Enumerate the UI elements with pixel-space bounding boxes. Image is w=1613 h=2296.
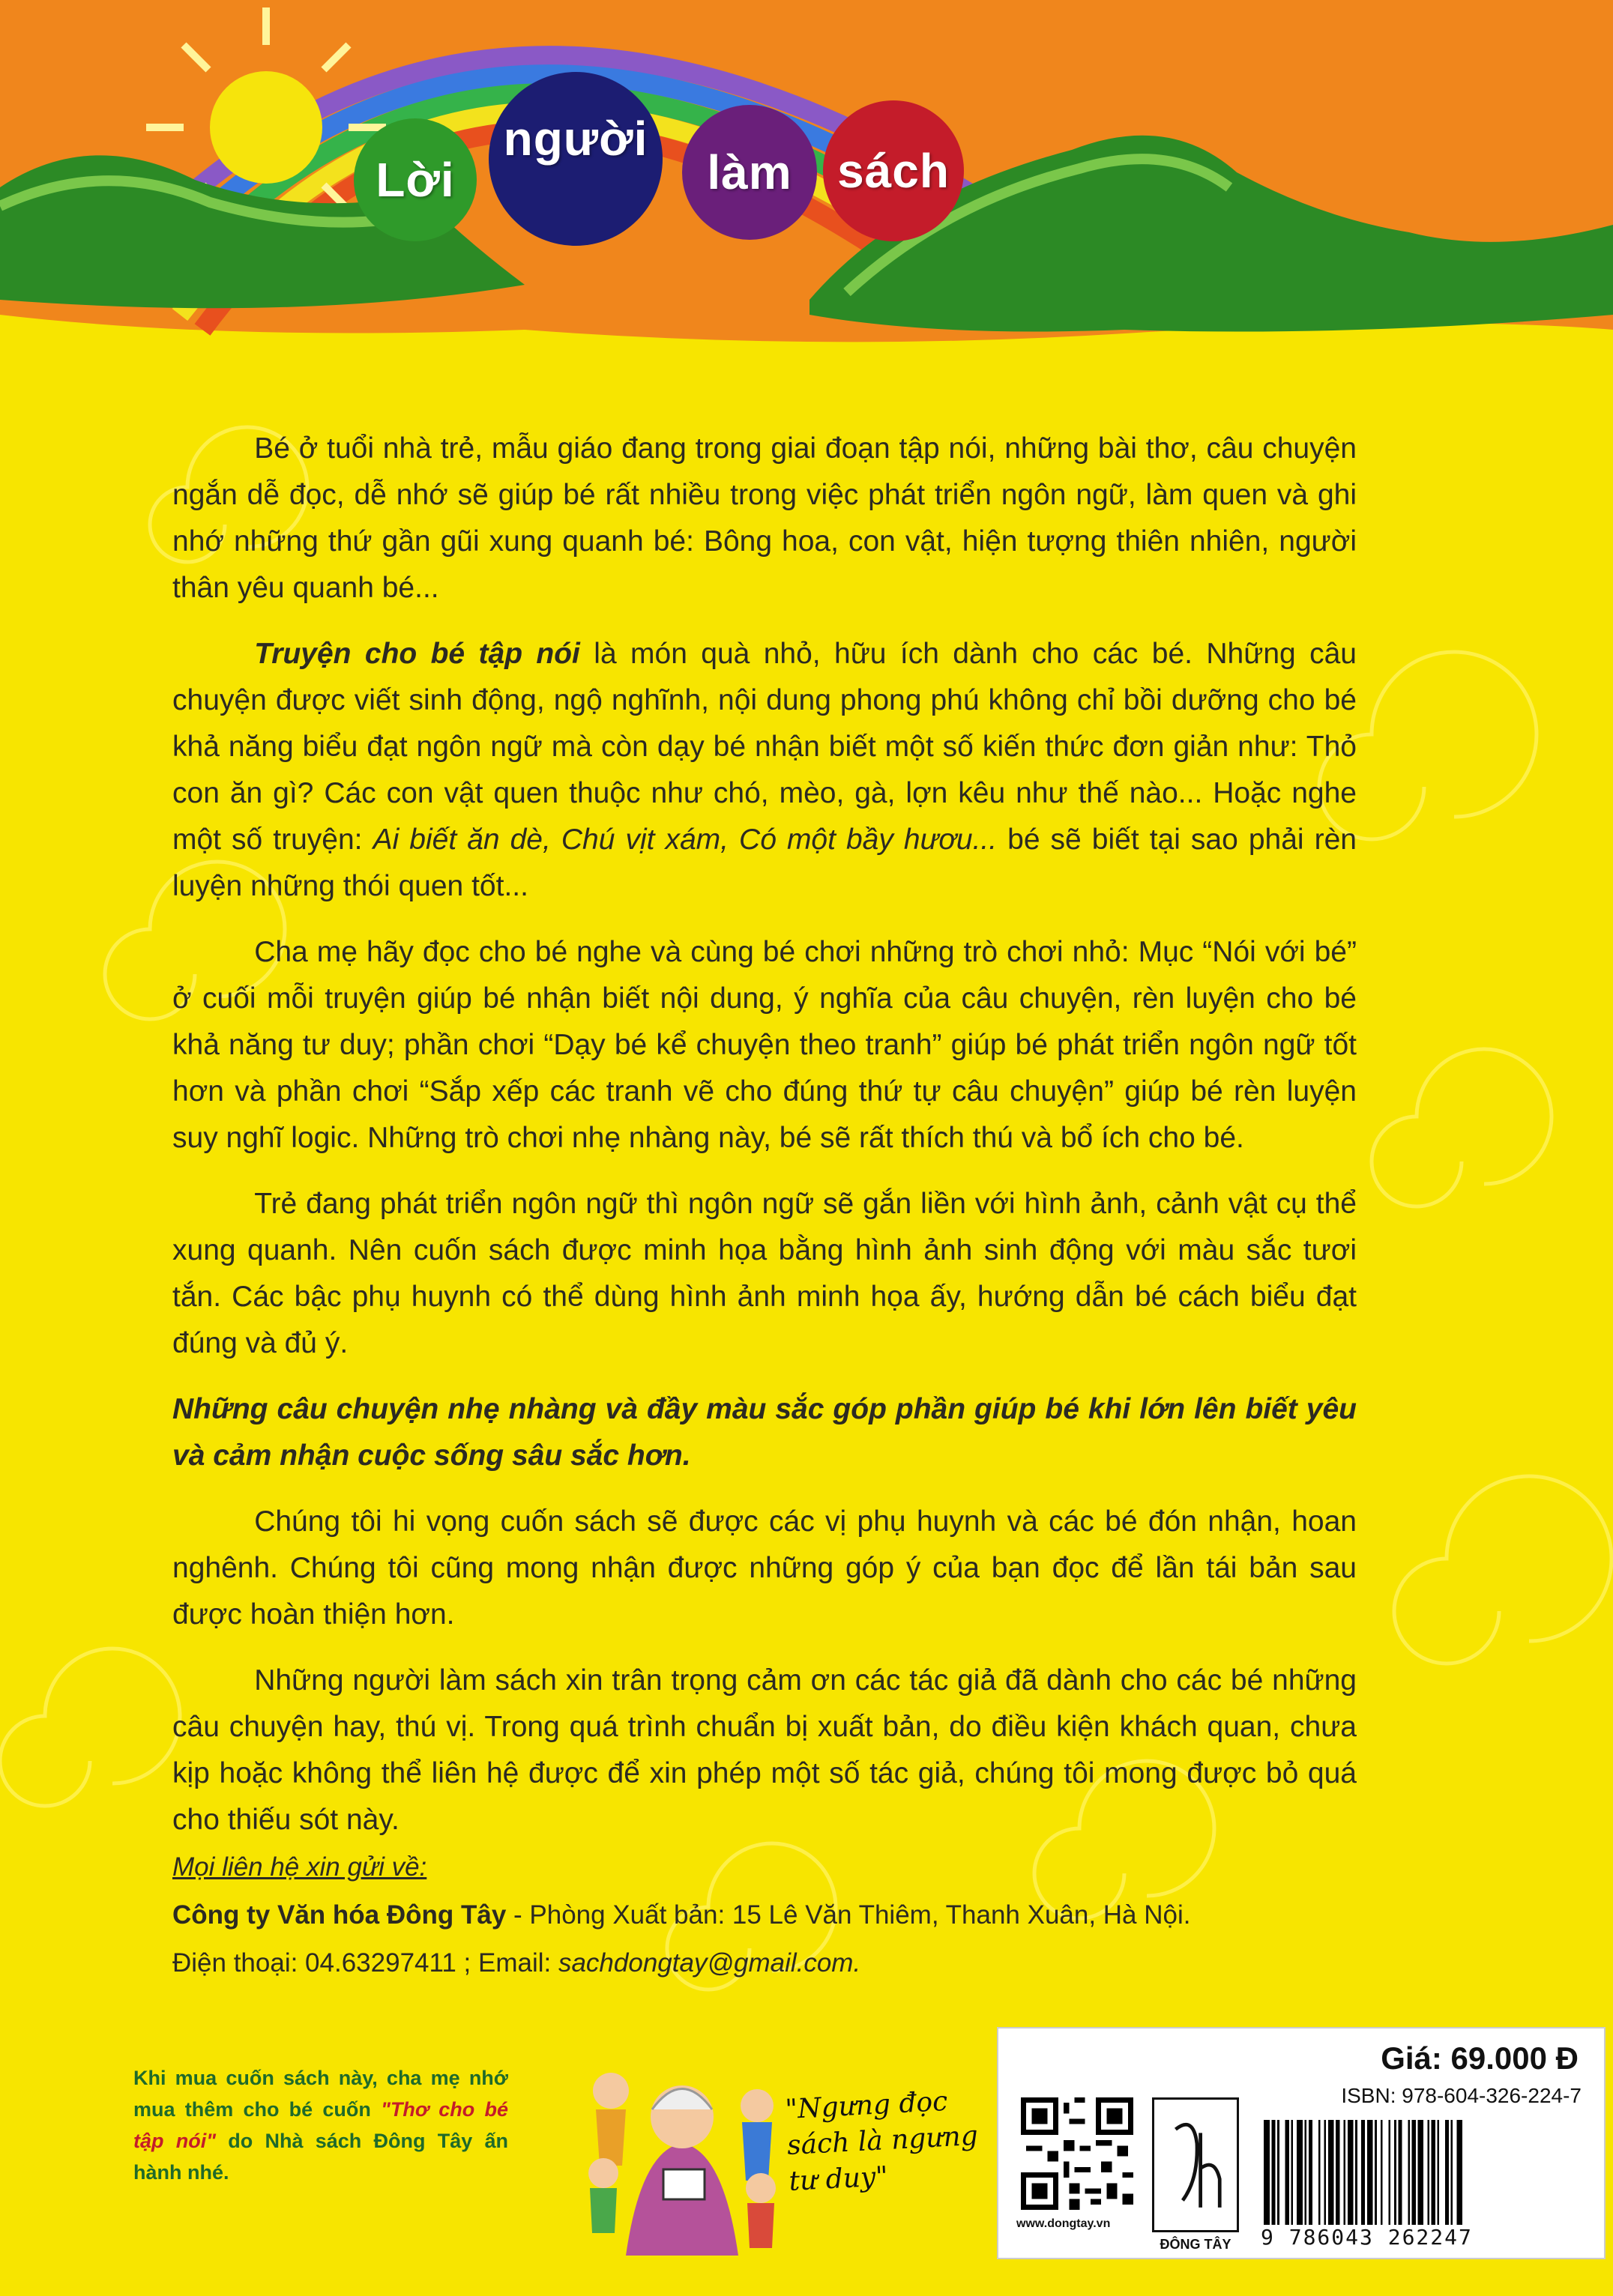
promo-text-b: do Nhà sách Đông Tây ấn hành nhé. xyxy=(133,2130,508,2184)
publisher-name: ĐÔNG TÂY xyxy=(1160,2237,1231,2252)
contact-phone-line xyxy=(172,1939,1372,1987)
title-word-1: Lời xyxy=(354,118,477,241)
publisher-logo-icon xyxy=(1152,2097,1239,2232)
barcode xyxy=(1261,2120,1583,2225)
paragraph-2-text-a: là món quà nhỏ, hữu ích dành cho các bé. Những câu chuyện được viết sinh động, ngộ nghĩnh, nội dung phong phú không chỉ bồi dưỡng cho bé khả năng biểu đạt ngôn ngữ mà còn dạy bé nhận biết một số kiến thức đơn giản như: Thỏ con ăn gì? Các con vật quen thuộc như chó, mèo, gà, lợn kêu như thế nào... Hoặc nghe một số truyện: xyxy=(172,638,1357,856)
title-word-2: người xyxy=(489,72,663,246)
paragraph-2-text-b: bé sẽ biết tại sao phải rèn luyện những thói quen tốt... xyxy=(172,824,1357,902)
paragraph-2 xyxy=(172,631,1357,910)
paragraph-5: Những câu chuyện nhẹ nhàng và đầy màu sắc góp phần giúp bé khi lớn lên biết yêu và cảm nhận cuộc sống sâu sắc hơn. xyxy=(172,1393,1357,1472)
title-word-3: làm xyxy=(682,105,817,240)
company-name: Công ty Văn hóa Đông Tây xyxy=(172,1900,507,1930)
paragraph-6: Chúng tôi hi vọng cuốn sách sẽ được các vị phụ huynh và các bé đón nhận, hoan nghênh. Chúng tôi cũng mong nhận được những góp ý của bạn đọc để lần tái bản sau được hoàn thiện hơn. xyxy=(172,1505,1357,1631)
barcode-number: 9 786043 262247 xyxy=(1261,2225,1473,2250)
isbn: ISBN: 978-604-326-224-7 xyxy=(1341,2084,1582,2107)
promo-text-a: Khi mua cuốn sách này, cha mẹ nhớ mua thêm cho bé cuốn xyxy=(133,2067,508,2121)
paragraph-1: Bé ở tuổi nhà trẻ, mẫu giáo đang trong giai đoạn tập nói, những bài thơ, câu chuyện ngắn dễ đọc, dễ nhớ sẽ giúp bé rất nhiều trong việc phát triển ngôn ngữ, làm quen và ghi nhớ những thứ gần gũi xung quanh bé: Bông hoa, con vật, hiện tượng thiên nhiên, người thân yêu quanh bé... xyxy=(172,432,1357,604)
price: Giá: 69.000 Đ xyxy=(1381,2040,1579,2076)
preface-body xyxy=(172,426,1357,1863)
promo-book-title: "Thơ cho bé tập nói" xyxy=(133,2098,508,2152)
contact-label: Mọi liên hệ xin gửi về: xyxy=(172,1852,427,1882)
reading-children-illustration xyxy=(581,2038,783,2263)
qr-code-icon xyxy=(1021,2097,1133,2210)
slogan: "Ngưng đọc sách là ngưng tư duy" xyxy=(784,2085,979,2197)
promo-note xyxy=(133,2062,508,2188)
story-titles: Ai biết ăn dè, Chú vịt xám, Có một bầy hươu... xyxy=(373,824,998,856)
price-box xyxy=(997,2027,1606,2259)
phone: Điện thoại: 04.63297411 ; Email: xyxy=(172,1948,558,1978)
address: - Phòng Xuất bản: 15 Lê Văn Thiêm, Thanh Xuân, Hà Nội. xyxy=(506,1900,1191,1930)
website: www.dongtay.vn xyxy=(1016,2217,1111,2230)
contact-address-line xyxy=(172,1891,1372,1939)
paragraph-4: Trẻ đang phát triển ngôn ngữ thì ngôn ngữ sẽ gắn liền với hình ảnh, cảnh vật cụ thể xung quanh. Nên cuốn sách được minh họa bằng hình ảnh sinh động với màu sắc tươi tắn. Các bậc phụ huynh có thể dùng hình ảnh minh họa ấy, hướng dẫn bé cách biểu đạt đúng và đủ ý. xyxy=(172,1188,1357,1359)
book-title: Truyện cho bé tập nói xyxy=(254,638,580,670)
contact-info xyxy=(172,1843,1372,1987)
title-word-4: sách xyxy=(823,100,964,241)
paragraph-7: Những người làm sách xin trân trọng cảm ơn các tác giả đã dành cho các bé những câu chuyện hay, thú vị. Trong quá trình chuẩn bị xuất bản, do điều kiện khách quan, chưa kịp hoặc không thể liên hệ được để xin phép một số tác giả, chúng tôi mong được bỏ quá cho thiếu sót này. xyxy=(172,1664,1357,1836)
paragraph-3: Cha mẹ hãy đọc cho bé nghe và cùng bé chơi những trò chơi nhỏ: Mục “Nói với bé” ở cuối mỗi truyện giúp bé nhận biết nội dung, ý nghĩa của câu chuyện, rèn luyện cho bé khả năng tư duy; phần chơi “Dạy bé kể chuyện theo tranh” giúp bé phát triển ngôn ngữ tốt hơn và phần chơi “Sắp xếp các tranh vẽ cho đúng thứ tự câu chuyện” giúp bé rèn luyện suy nghĩ logic. Những trò chơi nhẹ nhàng này, bé sẽ rất thích thú và bổ ích cho bé. xyxy=(172,936,1357,1154)
email: sachdongtay@gmail.com. xyxy=(558,1948,861,1978)
